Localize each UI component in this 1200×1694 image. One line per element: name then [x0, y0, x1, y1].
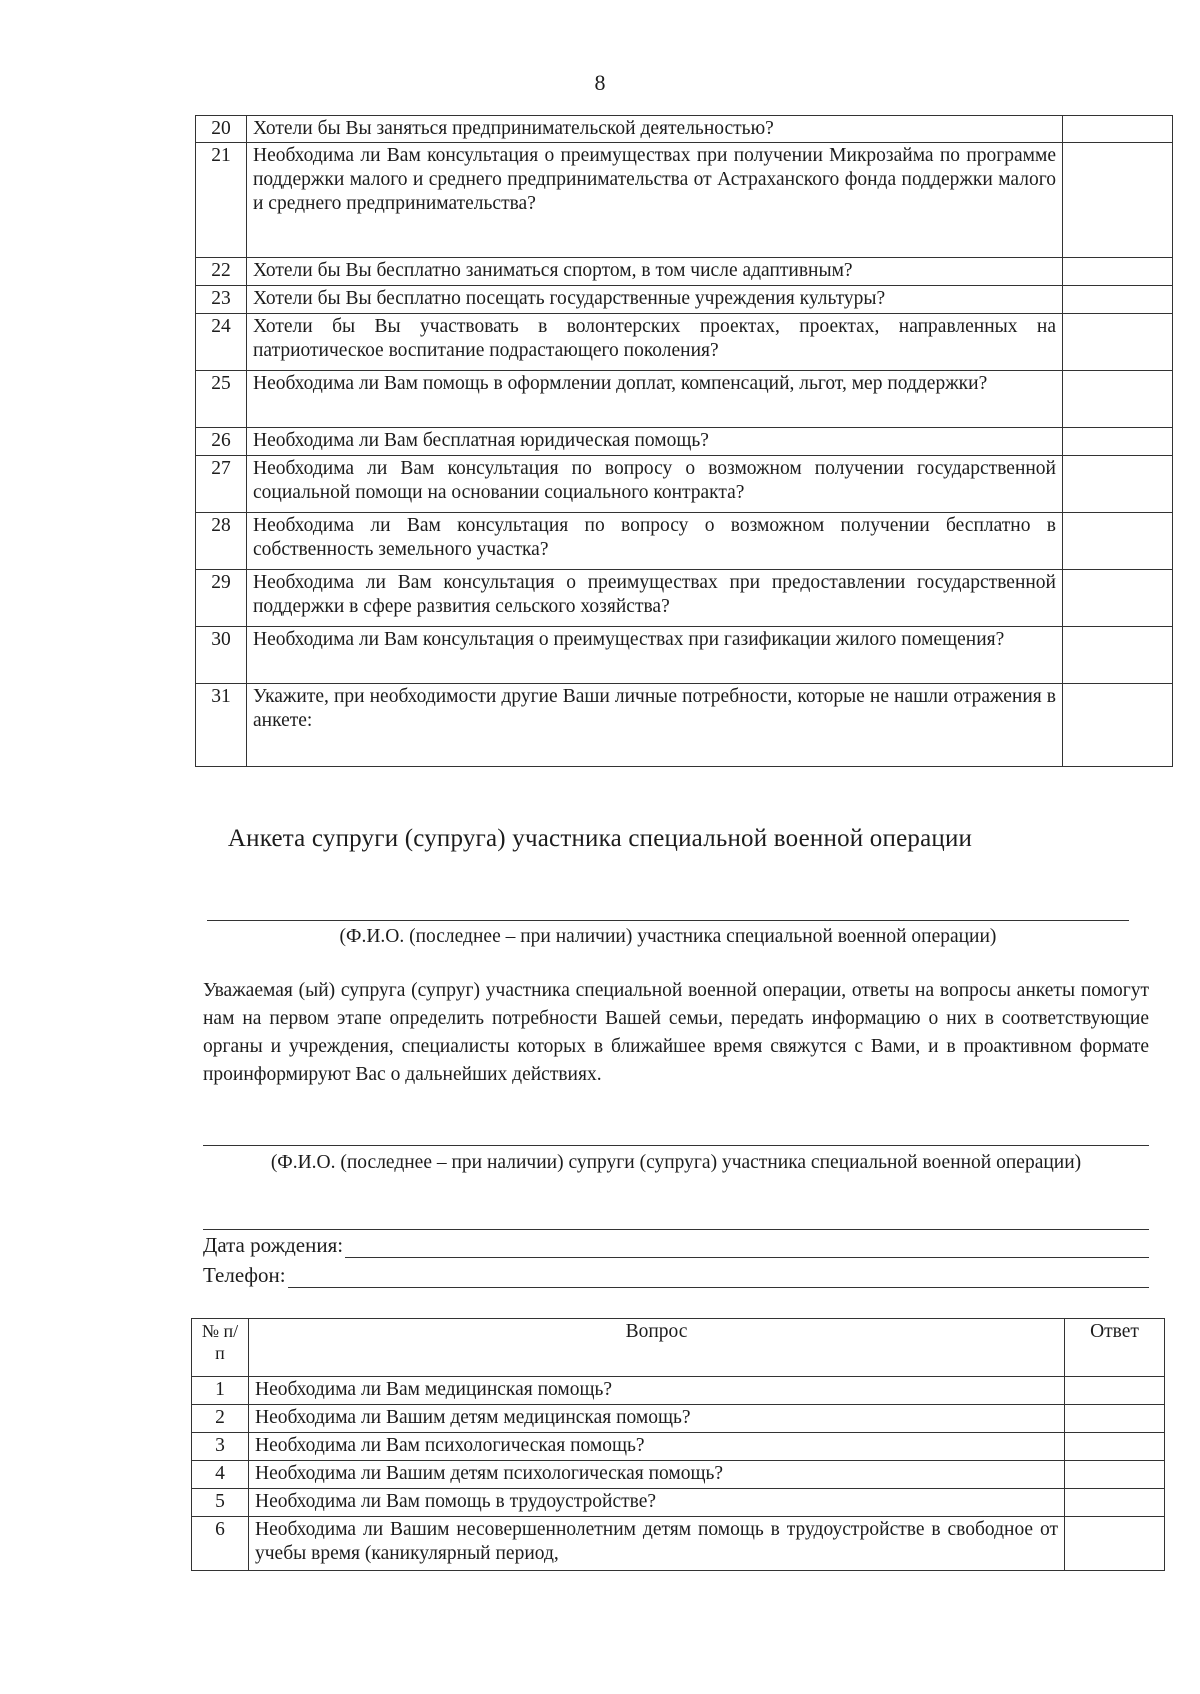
row-answer-cell[interactable]: [1063, 143, 1173, 258]
row-answer-cell[interactable]: [1065, 1517, 1165, 1571]
header-answer: Ответ: [1065, 1319, 1165, 1377]
row-number: 2: [192, 1405, 249, 1433]
table-row: [196, 570, 1173, 627]
header-question: Вопрос: [249, 1319, 1065, 1377]
table-row: [192, 1489, 1165, 1517]
row-answer-cell[interactable]: [1063, 371, 1173, 428]
row-answer-cell[interactable]: [1063, 258, 1173, 286]
row-number: 26: [196, 428, 247, 456]
table-row: [196, 258, 1173, 286]
birth-date-label: Дата рождения:: [203, 1233, 344, 1257]
row-question: Необходима ли Вам консультация о преимуществах при получении Микрозайма по программе поддержки малого и среднего предпринимательства от Астраханского фонда поддержки малого и среднего предпринимательства?: [247, 143, 1063, 258]
questions-table-continued: [195, 115, 1173, 767]
row-answer-cell[interactable]: [1063, 286, 1173, 314]
table-row: [196, 627, 1173, 684]
row-number: 25: [196, 371, 247, 428]
table-row: [192, 1517, 1165, 1571]
row-number: 22: [196, 258, 247, 286]
row-answer-cell[interactable]: [1065, 1489, 1165, 1517]
row-answer-cell[interactable]: [1063, 570, 1173, 627]
row-answer-cell[interactable]: [1063, 456, 1173, 513]
row-question: Хотели бы Вы бесплатно заниматься спортом, в том числе адаптивным?: [247, 258, 1063, 286]
spouse-name-caption: (Ф.И.О. (последнее – при наличии) супруги (супруга) участника специальной военной операции): [270, 1152, 1082, 1173]
row-number: 3: [192, 1433, 249, 1461]
table-row: [196, 286, 1173, 314]
table-row: [192, 1461, 1165, 1489]
row-number: 4: [192, 1461, 249, 1489]
table-row: [192, 1405, 1165, 1433]
row-question: Необходима ли Вам бесплатная юридическая помощь?: [247, 428, 1063, 456]
table-row: [196, 371, 1173, 428]
row-answer-cell[interactable]: [1063, 428, 1173, 456]
row-number: 29: [196, 570, 247, 627]
row-answer-cell[interactable]: [1063, 314, 1173, 371]
row-question: Необходима ли Вашим детям медицинская помощь?: [249, 1405, 1065, 1433]
row-number: 20: [196, 116, 247, 143]
row-question: Укажите, при необходимости другие Ваши личные потребности, которые не нашли отражения в анкете:: [247, 684, 1063, 767]
table-header-row: [192, 1319, 1165, 1377]
survey-title: Анкета супруги (супруга) участника специальной военной операции: [227, 825, 973, 852]
row-number: 31: [196, 684, 247, 767]
table-row: [196, 116, 1173, 143]
table-row: [192, 1377, 1165, 1405]
spouse-questions-table: [191, 1318, 1165, 1571]
row-answer-cell[interactable]: [1063, 116, 1173, 143]
row-answer-cell[interactable]: [1065, 1461, 1165, 1489]
table-row: [196, 314, 1173, 371]
phone-input-line[interactable]: [288, 1267, 1149, 1288]
row-number: 5: [192, 1489, 249, 1517]
table-row: [196, 513, 1173, 570]
table-row: [196, 143, 1173, 258]
participant-name-line[interactable]: [207, 920, 1129, 921]
table-row: [196, 684, 1173, 767]
row-answer-cell[interactable]: [1063, 684, 1173, 767]
row-question: Хотели бы Вы участвовать в волонтерских проектах, проектах, направленных на патриотическое воспитание подрастающего поколения?: [247, 314, 1063, 371]
header-num: № п/п: [192, 1319, 249, 1377]
row-answer-cell[interactable]: [1065, 1377, 1165, 1405]
row-question: Необходима ли Вам медицинская помощь?: [249, 1377, 1065, 1405]
row-answer-cell[interactable]: [1065, 1433, 1165, 1461]
row-question: Необходима ли Вам психологическая помощь?: [249, 1433, 1065, 1461]
row-question: Необходима ли Вашим детям психологическая помощь?: [249, 1461, 1065, 1489]
birth-date-field[interactable]: [203, 1233, 1149, 1258]
row-question: Необходима ли Вам помощь в трудоустройстве?: [249, 1489, 1065, 1517]
row-answer-cell[interactable]: [1063, 513, 1173, 570]
table-row: [192, 1433, 1165, 1461]
row-question: Необходима ли Вам консультация о преимуществах при газификации жилого помещения?: [247, 627, 1063, 684]
row-question: Хотели бы Вы бесплатно посещать государственные учреждения культуры?: [247, 286, 1063, 314]
participant-name-caption: (Ф.И.О. (последнее – при наличии) участника специальной военной операции): [339, 926, 997, 947]
survey-intro-text: Уважаемая (ый) супруга (супруг) участника специальной военной операции, ответы на вопросы анкеты помогут нам на первом этапе определить потребности Вашей семьи, передать информацию о них в соответствующие органы и учреждения, специалисты которых в ближайшее время свяжутся с Вами, и в проактивном формате проинформируют Вас о дальнейших действиях.: [203, 980, 1149, 1085]
table-row: [196, 456, 1173, 513]
spouse-name-line[interactable]: [203, 1145, 1149, 1146]
row-number: 23: [196, 286, 247, 314]
row-question: Необходима ли Вам помощь в оформлении доплат, компенсаций, льгот, мер поддержки?: [247, 371, 1063, 428]
row-question: Необходима ли Вам консультация по вопросу о возможном получении государственной социальной помощи на основании социального контракта?: [247, 456, 1063, 513]
row-question: Необходима ли Вам консультация по вопросу о возможном получении бесплатно в собственность земельного участка?: [247, 513, 1063, 570]
extra-line[interactable]: [203, 1229, 1149, 1230]
row-number: 1: [192, 1377, 249, 1405]
phone-label: Телефон:: [203, 1263, 286, 1287]
table-row: [196, 428, 1173, 456]
row-answer-cell[interactable]: [1063, 627, 1173, 684]
phone-field[interactable]: [203, 1263, 1149, 1288]
page-number: 8: [594, 70, 606, 95]
row-number: 27: [196, 456, 247, 513]
row-number: 30: [196, 627, 247, 684]
birth-date-input-line[interactable]: [345, 1237, 1149, 1258]
row-question: Необходима ли Вашим несовершеннолетним детям помощь в трудоустройстве в свободное от учебы время (каникулярный период,: [249, 1517, 1065, 1571]
row-question: Необходима ли Вам консультация о преимуществах при предоставлении государственной поддержки в сфере развития сельского хозяйства?: [247, 570, 1063, 627]
row-number: 6: [192, 1517, 249, 1571]
row-number: 24: [196, 314, 247, 371]
row-answer-cell[interactable]: [1065, 1405, 1165, 1433]
row-number: 28: [196, 513, 247, 570]
row-number: 21: [196, 143, 247, 258]
row-question: Хотели бы Вы заняться предпринимательской деятельностью?: [247, 116, 1063, 143]
